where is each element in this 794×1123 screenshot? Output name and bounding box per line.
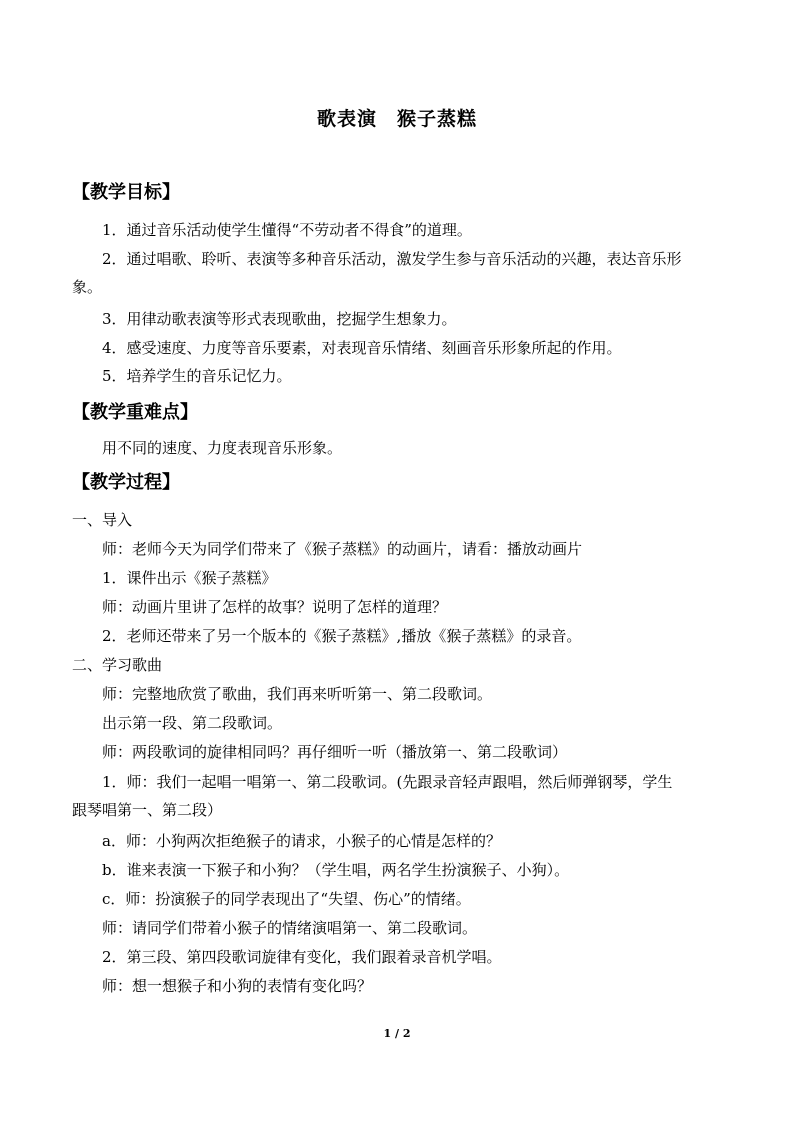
process-line: 师：动画片里讲了怎样的故事？说明了怎样的道理？: [102, 598, 448, 616]
process-subheading: 一、导入: [72, 511, 133, 529]
section-heading-goals: 【教学目标】: [72, 182, 180, 203]
goal-item: 5．培养学生的音乐记忆力。: [102, 367, 292, 385]
goal-item: 1．通过音乐活动使学生懂得“不劳动者不得食”的道理。: [102, 221, 472, 239]
process-line: a．师：小狗两次拒绝猴子的请求，小猴子的心情是怎样的？: [102, 832, 501, 850]
process-line: 1．课件出示《猴子蒸糕》: [102, 569, 277, 587]
process-line: 师：老师今天为同学们带来了《猴子蒸糕》的动画片，请看：播放动画片: [102, 540, 583, 558]
goal-item: 4．感受速度、力度等音乐要素，对表现音乐情绪、刻画音乐形象所起的作用。: [102, 339, 622, 357]
process-line: c．师：扮演猴子的同学表现出了“失望、伤心”的情绪。: [102, 890, 471, 908]
section-heading-difficulty: 【教学重难点】: [72, 402, 198, 423]
difficulty-text: 用不同的速度、力度表现音乐形象。: [102, 439, 343, 457]
process-line: 师：想一想猴子和小狗的表情有变化吗？: [102, 977, 373, 995]
section-heading-process: 【教学过程】: [72, 472, 180, 493]
process-line: 2．第三段、第四段歌词旋律有变化，我们跟着录音机学唱。: [102, 948, 502, 966]
page-number: 1 / 2: [383, 1027, 411, 1040]
process-subheading: 二、学习歌曲: [72, 656, 163, 674]
goal-item: 2．通过唱歌、聆听、表演等多种音乐活动，激发学生参与音乐活动的兴趣，表达音乐形: [102, 250, 682, 268]
process-line: 2．老师还带来了另一个版本的《猴子蒸糕》,播放《猴子蒸糕》的录音。: [102, 627, 582, 645]
process-line: 师：完整地欣赏了歌曲，我们再来听听第一、第二段歌词。: [102, 685, 493, 703]
process-line-continuation: 跟琴唱第一、第二段）: [72, 801, 223, 819]
process-line: 师：请同学们带着小猴子的情绪演唱第一、第二段歌词。: [102, 919, 478, 937]
process-line: 1．师：我们一起唱一唱第一、第二段歌词。(先跟录音轻声跟唱，然后师弹钢琴，学生: [102, 773, 673, 791]
goal-item-continuation: 象。: [72, 278, 103, 296]
process-line: 出示第一段、第二段歌词。: [102, 714, 283, 732]
process-line: b．谁来表演一下猴子和小狗？（学生唱，两名学生扮演猴子、小狗）。: [102, 861, 570, 879]
process-line: 师：两段歌词的旋律相同吗？再仔细听一听（播放第一、第二段歌词）: [102, 743, 568, 761]
page-title: 歌表演 猴子蒸糕: [316, 108, 477, 130]
goal-item: 3．用律动歌表演等形式表现歌曲，挖掘学生想象力。: [102, 310, 457, 328]
